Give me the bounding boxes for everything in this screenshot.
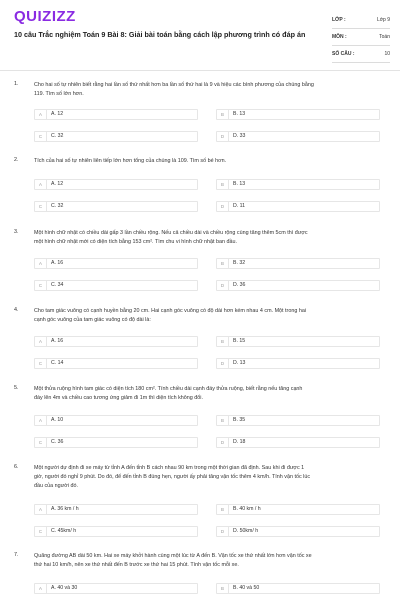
option-c[interactable] — [34, 526, 198, 537]
option-letter: D — [217, 281, 229, 290]
question-text — [34, 552, 386, 570]
meta-key: MÔN : — [332, 34, 347, 40]
option-letter: B — [217, 110, 229, 119]
option-letter: C — [35, 438, 47, 447]
option-b[interactable] — [216, 179, 380, 190]
header — [0, 0, 400, 64]
question-number: 1. — [14, 81, 19, 87]
option-a[interactable] — [34, 415, 198, 426]
option-letter: A — [35, 584, 47, 593]
option-value: D. 36 — [233, 282, 246, 288]
option-value: C. 32 — [51, 133, 64, 139]
option-value: A. 16 — [51, 338, 64, 344]
meta-row-count — [332, 46, 390, 63]
option-value: A. 36 km / h — [51, 506, 79, 512]
option-b[interactable] — [216, 336, 380, 347]
option-b[interactable] — [216, 109, 380, 120]
option-value: A. 16 — [51, 260, 64, 266]
option-letter: D — [217, 132, 229, 141]
option-d[interactable] — [216, 280, 380, 291]
option-a[interactable] — [34, 504, 198, 515]
question-text — [34, 385, 386, 403]
question-line: đáy lên 4m và chiều cao tương ứng giảm đi 1m thì diện tích không đổi. — [34, 395, 203, 401]
question-line: giờ, người đó nghỉ 9 phút. Do đó, để đến tỉnh B đúng hẹn, người ấy phải tăng vận tốc thêm 4 km/h. Tính vận tốc lúc — [34, 474, 311, 480]
option-letter: B — [217, 416, 229, 425]
option-value: C. 34 — [51, 282, 64, 288]
option-letter: A — [35, 416, 47, 425]
question-line: Tích của hai số tự nhiên liên tiếp lớn hơn tổng của chúng là 109. Tìm số bé hơn. — [34, 158, 227, 164]
question-line: cạnh góc vuông của tam giác vuông có độ dài là: — [34, 317, 151, 323]
option-a[interactable] — [34, 109, 198, 120]
question-line: Quãng đường AB dài 50 km. Hai xe máy khởi hành cùng một lúc từ A đến B. Vận tốc xe thứ nhất lớn hơn vận tốc xe — [34, 553, 312, 559]
quizizz-logo[interactable]: QUIZIZZ — [14, 8, 76, 25]
option-value: B. 13 — [233, 111, 246, 117]
option-value: C. 36 — [51, 439, 64, 445]
option-a[interactable] — [34, 336, 198, 347]
option-c[interactable] — [34, 437, 198, 448]
option-value: A. 12 — [51, 181, 64, 187]
option-c[interactable] — [34, 201, 198, 212]
option-c[interactable] — [34, 131, 198, 142]
question-number: 4. — [14, 307, 19, 313]
question-line: thứ hai 10 km/h, nên xe thứ nhất đến B trước xe thứ hai 15 phút. Tính vận tốc mỗi xe. — [34, 562, 239, 568]
option-c[interactable] — [34, 358, 198, 369]
option-letter: B — [217, 505, 229, 514]
option-letter: D — [217, 359, 229, 368]
option-d[interactable] — [216, 526, 380, 537]
question-line: Một người dự định đi xe máy từ tỉnh A đến tỉnh B cách nhau 90 km trong một thời gian đã định. Sau khi đi được 1 — [34, 465, 305, 471]
option-letter: C — [35, 527, 47, 536]
question-text — [34, 81, 386, 99]
option-letter: D — [217, 202, 229, 211]
option-letter: A — [35, 180, 47, 189]
option-letter: A — [35, 110, 47, 119]
option-a[interactable] — [34, 258, 198, 269]
option-d[interactable] — [216, 131, 380, 142]
option-d[interactable] — [216, 437, 380, 448]
option-letter: C — [35, 281, 47, 290]
option-letter: C — [35, 359, 47, 368]
option-value: D. 11 — [233, 203, 246, 209]
option-value: A. 40 và 30 — [51, 585, 78, 591]
option-letter: B — [217, 337, 229, 346]
option-a[interactable] — [34, 583, 198, 594]
option-letter: B — [217, 259, 229, 268]
option-value: B. 40 và 50 — [233, 585, 260, 591]
question-number: 2. — [14, 157, 19, 163]
option-value: D. 50km/ h — [233, 528, 259, 534]
question-text — [34, 229, 386, 247]
meta-value: Lớp 9 — [376, 17, 390, 23]
option-value: B. 15 — [233, 338, 246, 344]
meta-key: LỚP : — [332, 17, 346, 23]
question-line: Một thửa ruộng hình tam giác có diện tích 180 cm². Tính chiều dài cạnh đáy thửa ruộng, biết rằng nếu tăng cạnh — [34, 386, 303, 392]
option-value: D. 33 — [233, 133, 246, 139]
question-number: 5. — [14, 385, 19, 391]
option-value: B. 13 — [233, 181, 246, 187]
option-letter: C — [35, 202, 47, 211]
option-letter: A — [35, 259, 47, 268]
option-a[interactable] — [34, 179, 198, 190]
option-value: B. 32 — [233, 260, 246, 266]
question-number: 6. — [14, 464, 19, 470]
option-value: D. 13 — [233, 360, 246, 366]
option-value: B. 35 — [233, 417, 246, 423]
option-letter: A — [35, 337, 47, 346]
option-b[interactable] — [216, 583, 380, 594]
meta-value: 10 — [384, 51, 390, 57]
option-d[interactable] — [216, 201, 380, 212]
question-text — [34, 307, 386, 325]
question-line: Cho hai số tự nhiên biết rằng hai lần số thứ nhất hơn ba lần số thứ hai là 9 và hiệu các bình phương của chúng bằng — [34, 82, 314, 88]
option-value: A. 12 — [51, 111, 64, 117]
option-d[interactable] — [216, 358, 380, 369]
question-number: 3. — [14, 229, 19, 235]
question-line: một hình chữ nhật mới có diện tích bằng 153 cm². Tìm chu vi hình chữ nhật ban đầu. — [34, 239, 238, 245]
question-line: Một hình chữ nhật có chiều dài gấp 3 lần chiều rộng. Nếu cả chiều dài và chiều rộng cùng tăng thêm 5cm thì được — [34, 230, 308, 236]
question-text — [34, 464, 386, 491]
meta-key: SỐ CÂU : — [332, 51, 355, 57]
option-b[interactable] — [216, 258, 380, 269]
option-value: A. 10 — [51, 417, 64, 423]
meta-row-class — [332, 12, 390, 29]
option-value: C. 45km/ h — [51, 528, 77, 534]
option-value: D. 18 — [233, 439, 246, 445]
question-number: 7. — [14, 552, 19, 558]
page-title: 10 câu Trắc nghiệm Toán 9 Bài 8: Giải bài toán bằng cách lập phương trình có đáp án — [14, 30, 306, 39]
meta-table — [332, 12, 390, 63]
option-letter: C — [35, 132, 47, 141]
option-value: C. 32 — [51, 203, 64, 209]
meta-value: Toán — [379, 34, 390, 40]
option-letter: A — [35, 505, 47, 514]
question-line: đầu của người đó. — [34, 483, 79, 489]
question-line: Cho tam giác vuông có cạnh huyền bằng 20 cm. Hai cạnh góc vuông có độ dài hơn kém nhau 4 cm. Một trong hai — [34, 308, 307, 314]
option-letter: B — [217, 180, 229, 189]
option-c[interactable] — [34, 280, 198, 291]
option-letter: B — [217, 584, 229, 593]
option-value: B. 40 km / h — [233, 506, 261, 512]
option-value: C. 14 — [51, 360, 64, 366]
option-letter: D — [217, 527, 229, 536]
meta-row-subject — [332, 29, 390, 46]
question-line: 119. Tìm số lớn hơn. — [34, 91, 84, 97]
header-divider — [0, 70, 400, 71]
question-text — [34, 157, 386, 166]
option-b[interactable] — [216, 415, 380, 426]
option-b[interactable] — [216, 504, 380, 515]
option-letter: D — [217, 438, 229, 447]
